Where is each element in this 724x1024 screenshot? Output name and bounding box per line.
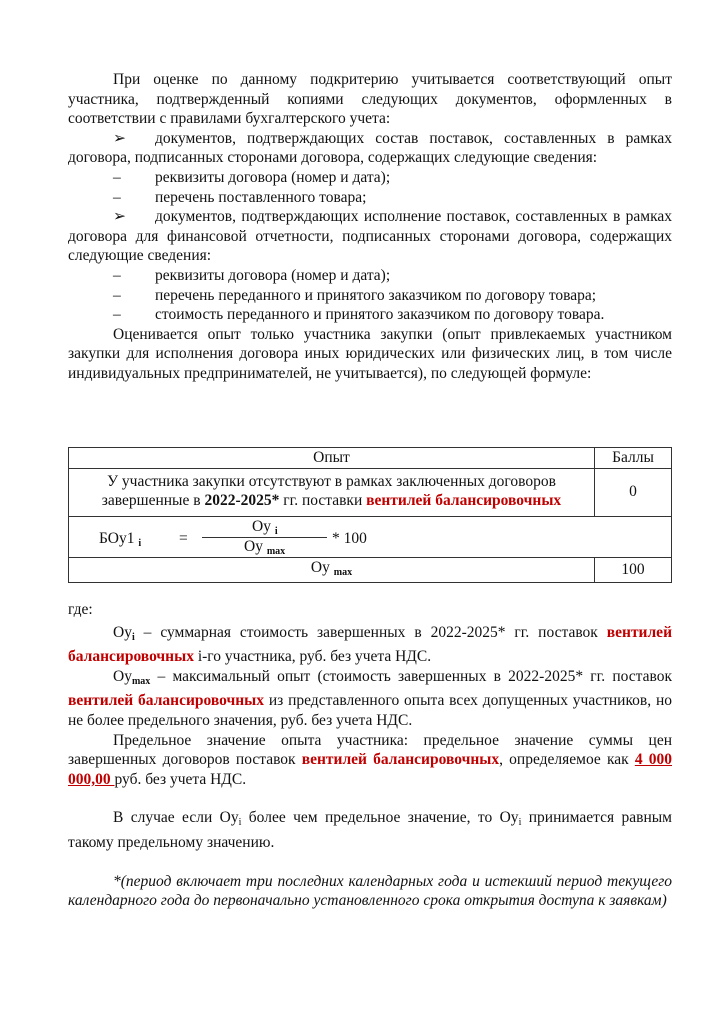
formula-lhs: БОу1 $_i$	[99, 529, 142, 549]
no-experience-cell: У участника закупки отсутствуют в рамках заключенных договоров завершенные в 2022-2025* гг. поставки вентилей балансировочных	[69, 468, 595, 516]
list-item: – перечень переданного и принятого заказчиком по договору товара;	[68, 286, 672, 306]
table-row	[69, 557, 672, 583]
formula-cell	[69, 516, 672, 557]
evaluation-paragraph: Оценивается опыт только участника закупки (опыт привлекаемых участником закупки для исполнения договора иных юридических или физических лиц, в том числе индивидуальных предпринимателей, не учитывается), по следующей формуле:	[68, 325, 672, 382]
definition-oy-max: $Оу_{max}$ – максимальный опыт (стоимость завершенных в 2022-2025* гг. поставок вентилей балансировочных из представленного опыта всех допущенных участников, но не более предельного значения, руб. без учета НДС.	[68, 667, 672, 729]
dash-bullet: –	[113, 168, 121, 186]
formula-numerator: Оу $_i$	[252, 517, 278, 537]
score-cell: 0	[595, 468, 672, 516]
header-experience: Опыт	[69, 448, 595, 469]
definitions	[68, 600, 672, 911]
definition-oy-i: $Оу_i$ – суммарная стоимость завершенных в 2022-2025* гг. поставок вентилей балансировочных i-го участника, руб. без учета НДС.	[68, 623, 672, 666]
list-item: – перечень поставленного товара;	[68, 188, 672, 208]
formula-multiplier: * 100	[332, 529, 367, 547]
cap-paragraph: В случае если $Оу_i$ более чем предельное значение, то $Оу_i$ принимается равным такому предельному значению.	[68, 809, 672, 851]
arrow-bullet-icon: ➢	[113, 129, 126, 147]
score-cell: 100	[595, 557, 672, 583]
list-item: ➢ документов, подтверждающих состав поставок, составленных в рамках договора, подписанных сторонами договора, содержащих следующие сведения:	[68, 129, 672, 167]
formula-row	[69, 516, 672, 557]
limit-amount: 4 000 000,00	[68, 751, 673, 788]
arrow-bullet-icon: ➢	[113, 208, 126, 226]
dash-bullet: –	[113, 286, 121, 304]
dash-bullet: –	[113, 188, 121, 206]
formula-equals: =	[179, 529, 188, 547]
table-header-row	[69, 448, 672, 469]
document-body	[68, 70, 672, 384]
formula-denominator: Оу $_{max}$	[244, 537, 286, 557]
where-label: где:	[68, 601, 93, 618]
intro-paragraph: При оценке по данному подкритерию учитывается соответствующий опыт участника, подтвержденный копиями следующих документов, оформленных в соответствии с правилами бухгалтерского учета:	[68, 71, 672, 128]
limit-paragraph: Предельное значение опыта участника: предельное значение суммы цен завершенных договоров поставок вентилей балансировочных, определяемое как 4 000 000,00 руб. без учета НДС.	[68, 731, 673, 788]
table-row	[69, 468, 672, 516]
list-item: – стоимость переданного и принятого заказчиком по договору товара.	[68, 305, 672, 325]
header-score: Баллы	[595, 448, 672, 469]
list-item: – реквизиты договора (номер и дата);	[68, 168, 672, 188]
list-item: – реквизиты договора (номер и дата);	[68, 266, 672, 286]
list-item: ➢ документов, подтверждающих исполнение поставок, составленных в рамках договора для финансовой отчетности, подписанных сторонами договора, содержащих следующие сведения:	[68, 208, 672, 265]
dash-bullet: –	[113, 266, 121, 284]
max-experience-cell: Оу $_{max}$	[69, 557, 595, 583]
footnote: *(период включает три последних календарных года и истекший период текущего календарного года до первоначально установленного срока открытия доступа к заявкам)	[68, 872, 672, 910]
scoring-table	[68, 447, 672, 583]
dash-bullet: –	[113, 306, 121, 324]
